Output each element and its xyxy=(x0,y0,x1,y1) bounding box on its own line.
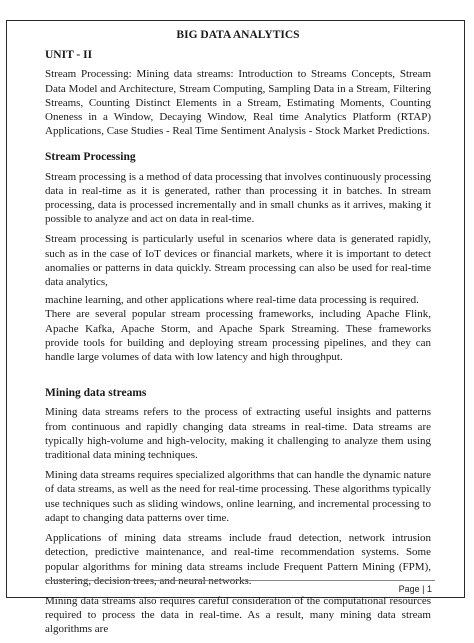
paragraph: Mining data streams also requires careful consideration of the computational resources required to process the data in real-time. As a result, many mining data stream algorithms are xyxy=(45,594,431,636)
paragraph: There are several popular stream processing frameworks, including Apache Flink, Apache Kafka, Apache Storm, and Apache Spark Streaming. These frameworks provide tools for building and deploying stream processing pipelines, and they can handle large volumes of data with low latency and high throughput. xyxy=(45,308,431,364)
paragraph: machine learning, and other applications where real-time data processing is required. xyxy=(45,294,419,307)
page-content xyxy=(45,26,431,643)
unit-label: UNIT - II xyxy=(45,49,93,62)
paragraph: Applications of mining data streams include fraud detection, network intrusion detection, predictive maintenance, and real-time recommendation systems. Some popular algorithms for mining data streams include Frequent Pattern Mining (FPM), clustering, decision trees, and neural networks. xyxy=(45,532,431,587)
paragraph: Stream processing is particularly useful in scenarios where data is generated rapidly, such as in the case of IoT devices or financial markets, where it is important to detect anomalies or patterns in data quickly. Stream processing can also be used for real-time data analytics, xyxy=(45,233,431,289)
section-heading-stream-processing: Stream Processing xyxy=(45,151,136,164)
document-title: BIG DATA ANALYTICS xyxy=(176,29,300,41)
paragraph: Mining data streams requires specialized algorithms that can handle the dynamic nature of data streams, as well as the need for real-time processing. These algorithms typically use techniques such as sliding windows, online learning, and incremental processing to adapt to changing data patterns over time. xyxy=(45,469,431,524)
paragraph: Mining data streams refers to the process of extracting useful insights and patterns from continuous and rapidly changing data streams in real-time. Data streams are typically high-volume and high-velocity, making it challenging to analyze them using traditional data mining techniques. xyxy=(45,406,431,462)
footer-divider xyxy=(45,580,435,581)
syllabus-paragraph: Stream Processing: Mining data streams: Introduction to Streams Concepts, Stream Data Model and Architecture, Stream Computing, Sampling Data in a Stream, Filtering Streams, Counting Distinct Elements in a Stream, Estimating Moments, Counting Oneness in a Window, Decaying Window, Real time Analytics Platform (RTAP) Applications, Case Studies - Real Time Sentiment Analysis - Stock Market Predictions. xyxy=(45,68,431,138)
section-heading-mining-data-streams: Mining data streams xyxy=(45,387,147,400)
paragraph: Stream processing is a method of data processing that involves continuously processing data in real-time as it is generated, rather than processing it in batches. In stream processing, data is processed incrementally and in small chunks as it arrives, making it possible to analyze and act on data in real-time. xyxy=(45,170,431,226)
page-number: Page | 1 xyxy=(398,584,432,594)
